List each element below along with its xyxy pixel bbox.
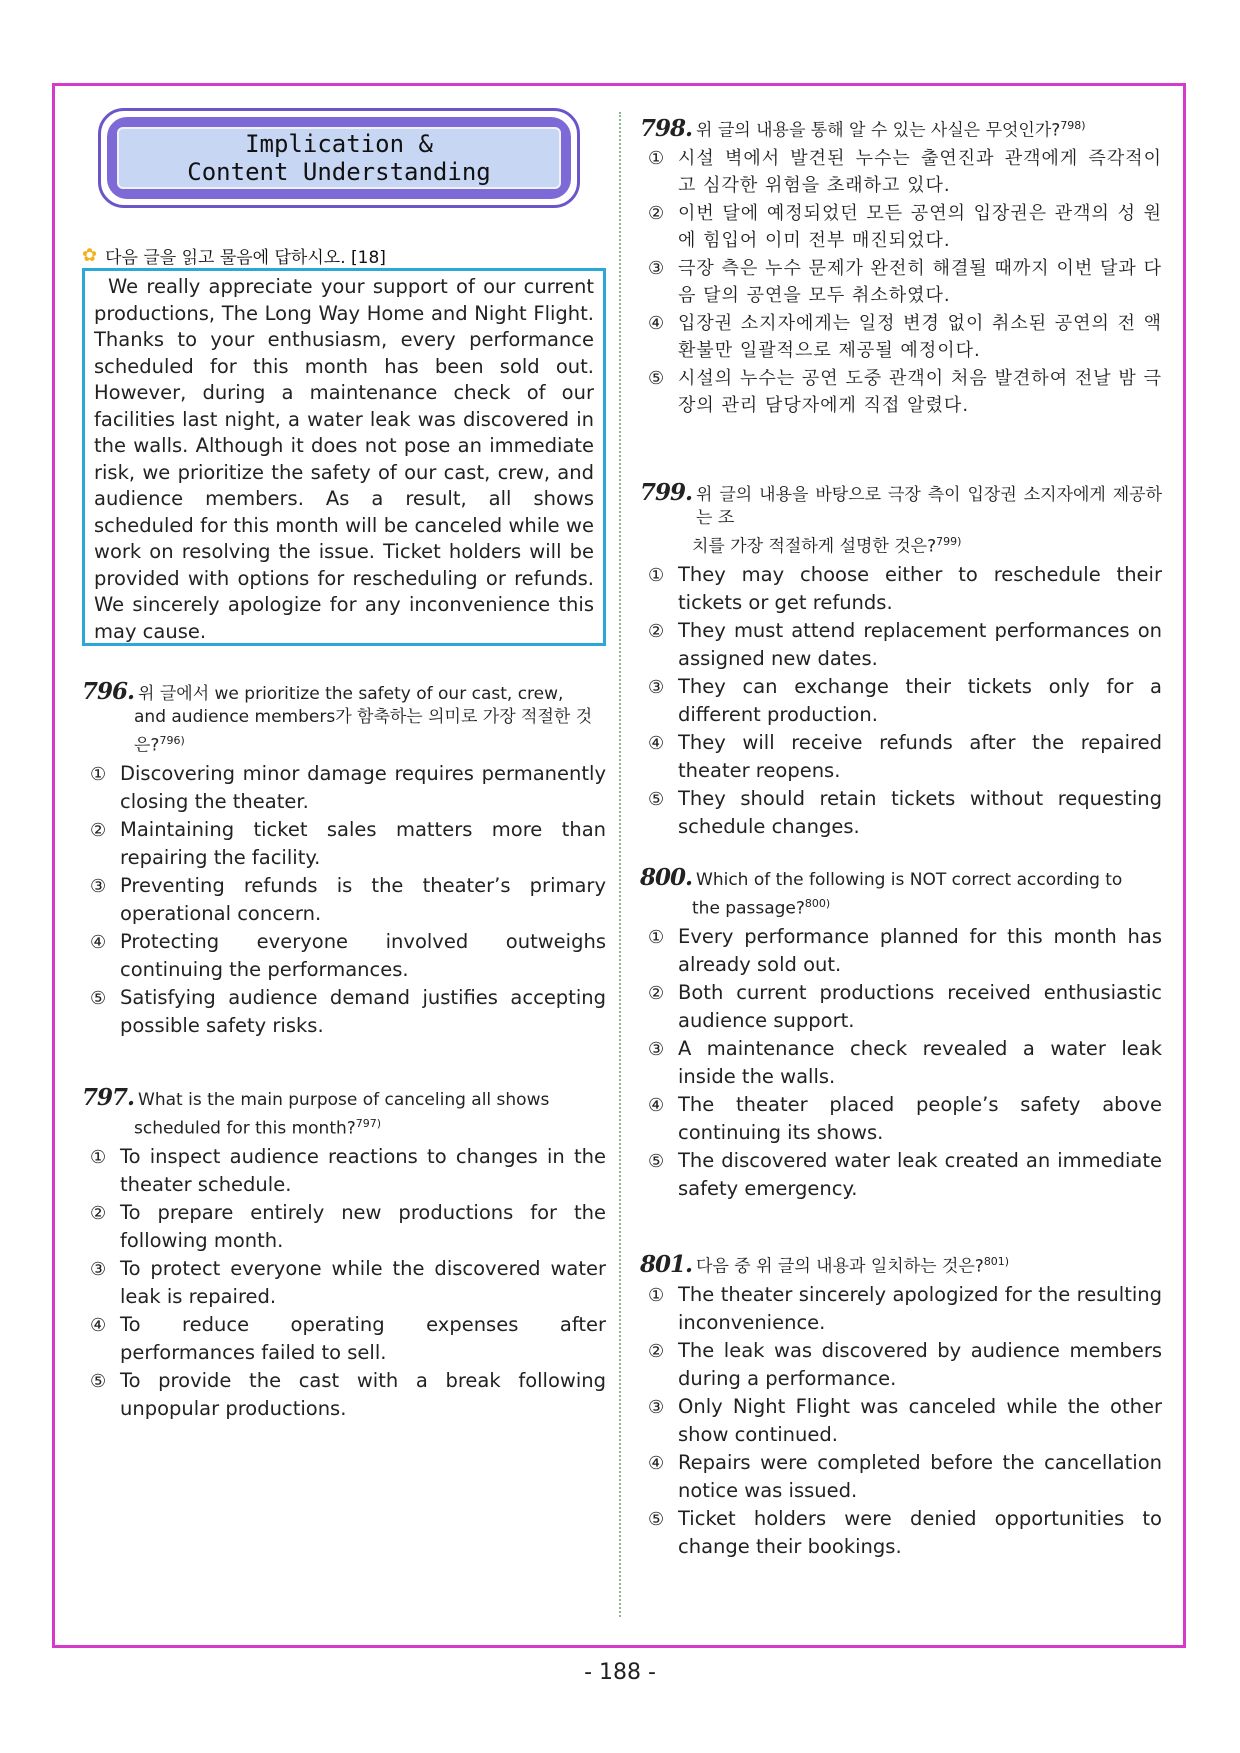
options-list <box>640 561 1162 841</box>
option[interactable]: ② They must attend replacement performances on assigned new dates. <box>648 618 1162 671</box>
passage-text: We really appreciate your support of our current productions, The Long Way Home and Night Flight. Thanks to your enthusiasm, every performance scheduled for this month has been sold out. However, during a maintenance check of our facilities last night, a water leak was discovered in the walls. Although it does not pose an immediate risk, we prioritize the safety of our cast, crew, and audience members. As a result, all shows scheduled for this month will be canceled while we work on resolving the issue. Ticket holders will be provided with options for rescheduling or refunds. We sincerely apologize for any inconvenience this may cause. <box>94 275 594 643</box>
option[interactable]: ③ Only Night Flight was canceled while the other show continued. <box>648 1394 1162 1447</box>
question-text: Which of the following is NOT correct according to <box>696 870 1123 890</box>
option[interactable]: ① The theater sincerely apologized for the resulting inconvenience. <box>648 1282 1162 1335</box>
option[interactable]: ② Both current productions received enthusiastic audience support. <box>648 980 1162 1033</box>
option[interactable]: ② To prepare entirely new productions for the following month. <box>90 1200 606 1253</box>
option[interactable]: ③ A maintenance check revealed a water leak inside the walls. <box>648 1036 1162 1089</box>
option[interactable]: ④ Protecting everyone involved outweighs continuing the performances. <box>90 929 606 982</box>
question-text-cont: scheduled for this month?$^{797)}$ <box>134 1117 382 1139</box>
option[interactable]: ④ 입장권 소지자에게는 일정 변경 없이 취소된 공연의 전 액 환불만 일괄적으로 제공될 예정이다. <box>648 312 1162 362</box>
option[interactable]: ⑤ Ticket holders were denied opportunities to change their bookings. <box>648 1506 1162 1559</box>
instruction <box>82 243 386 268</box>
question-801 <box>640 1250 1162 1561</box>
question-text: 위 글의 내용을 통해 알 수 있는 사실은 무엇인가?$^{798)}$ <box>696 119 1086 141</box>
options-list <box>640 923 1162 1203</box>
option[interactable]: ④ To reduce operating expenses after performances failed to sell. <box>90 1312 606 1365</box>
question-number: 797. <box>82 1084 135 1111</box>
option[interactable]: ④ The theater placed people’s safety above continuing its shows. <box>648 1092 1162 1145</box>
question-number: 800. <box>640 864 693 891</box>
question-text: 다음 중 위 글의 내용과 일치하는 것은?$^{801)}$ <box>696 1255 1010 1277</box>
option[interactable]: ① They may choose either to reschedule their tickets or get refunds. <box>648 562 1162 615</box>
option[interactable]: ② Maintaining ticket sales matters more than repairing the facility. <box>90 817 606 870</box>
options-list <box>640 145 1162 420</box>
options-list <box>82 1143 606 1423</box>
question-number: 801. <box>640 1250 693 1278</box>
option[interactable]: ① Every performance planned for this month has already sold out. <box>648 924 1162 977</box>
question-text-cont: 은?$^{796)}$ <box>134 734 185 756</box>
column-divider <box>619 112 621 1617</box>
page-number: - 188 - <box>584 1660 656 1685</box>
question-798 <box>640 114 1162 420</box>
option[interactable]: ② 이번 달에 예정되었던 모든 공연의 입장권은 관객의 성 원에 힘입어 이미 전부 매진되었다. <box>648 202 1162 252</box>
question-799 <box>640 481 1162 841</box>
option[interactable]: ⑤ Satisfying audience demand justifies accepting possible safety risks. <box>90 985 606 1038</box>
option[interactable]: ③ To protect everyone while the discovered water leak is repaired. <box>90 1256 606 1309</box>
section-title-line1: Implication & <box>245 130 433 158</box>
question-796 <box>82 680 606 1040</box>
option[interactable]: ③ Preventing refunds is the theater’s primary operational concern. <box>90 873 606 926</box>
question-text: 위 글에서 we prioritize the safety of our cast, crew, <box>138 684 564 704</box>
option[interactable]: ⑤ 시설의 누수는 공연 도중 관객이 처음 발견하여 전날 밤 극장의 관리 담당자에게 직접 알렸다. <box>648 367 1162 417</box>
options-list <box>82 760 606 1040</box>
question-text-cont: the passage?$^{800)}$ <box>692 897 831 919</box>
option[interactable]: ⑤ The discovered water leak created an immediate safety emergency. <box>648 1148 1162 1201</box>
question-text-cont: and audience members가 함축하는 의미로 가장 적절한 것 <box>134 707 593 727</box>
option[interactable]: ③ 극장 측은 누수 문제가 완전히 해결될 때까지 이번 달과 다음 달의 공연을 모두 취소하였다. <box>648 257 1162 307</box>
question-number: 799. <box>640 479 693 506</box>
section-title-line2: Content Understanding <box>187 158 491 186</box>
question-number: 798. <box>640 114 693 142</box>
option[interactable]: ① Discovering minor damage requires permanently closing the theater. <box>90 761 606 814</box>
reading-passage <box>82 268 606 646</box>
section-title-box <box>98 108 580 208</box>
option[interactable]: ③ They can exchange their tickets only for a different production. <box>648 674 1162 727</box>
question-797 <box>82 1086 606 1423</box>
option[interactable]: ① 시설 벽에서 발견된 누수는 출연진과 관객에게 즉각적이 고 심각한 위험을 초래하고 있다. <box>648 147 1162 197</box>
option[interactable]: ① To inspect audience reactions to changes in the theater schedule. <box>90 1144 606 1197</box>
question-text: What is the main purpose of canceling all shows <box>138 1090 550 1110</box>
option[interactable]: ④ They will receive refunds after the repaired theater reopens. <box>648 730 1162 783</box>
question-text-cont: 치를 가장 적절하게 설명한 것은?$^{799)}$ <box>692 535 962 557</box>
option[interactable]: ② The leak was discovered by audience members during a performance. <box>648 1338 1162 1391</box>
question-text: 위 글의 내용을 바탕으로 극장 측이 입장권 소지자에게 제공하는 조 <box>696 485 1162 528</box>
instruction-text: 다음 글을 읽고 물음에 답하시오. [18] <box>105 248 386 268</box>
question-number: 796. <box>82 678 135 705</box>
option[interactable]: ④ Repairs were completed before the cancellation notice was issued. <box>648 1450 1162 1503</box>
option[interactable]: ⑤ They should retain tickets without requesting schedule changes. <box>648 786 1162 839</box>
question-800 <box>640 866 1162 1203</box>
option[interactable]: ⑤ To provide the cast with a break following unpopular productions. <box>90 1368 606 1421</box>
options-list <box>640 1281 1162 1561</box>
flower-icon: ✿ <box>82 245 98 266</box>
